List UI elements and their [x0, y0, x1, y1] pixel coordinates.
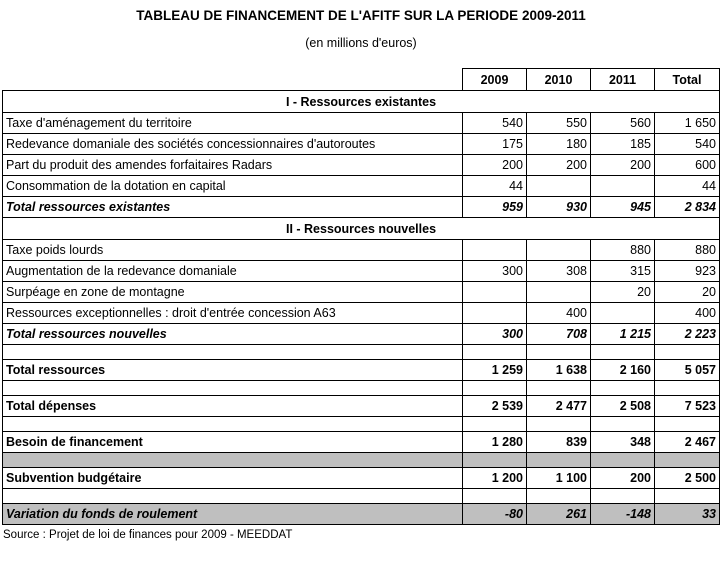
cell-2009: 300 — [463, 324, 527, 345]
row-label: Subvention budgétaire — [3, 468, 463, 489]
cell-2009 — [463, 381, 527, 396]
row-label: Variation du fonds de roulement — [3, 504, 463, 525]
cell-2011 — [591, 453, 655, 468]
cell-2011: 200 — [591, 468, 655, 489]
table-row — [3, 155, 720, 176]
cell-2010 — [527, 282, 591, 303]
financing-table — [2, 68, 720, 525]
cell-2009: 44 — [463, 176, 527, 197]
cell-Total: 880 — [655, 240, 720, 261]
cell-2010: 2 477 — [527, 396, 591, 417]
row-label: Consommation de la dotation en capital — [3, 176, 463, 197]
row-label: Total ressources — [3, 360, 463, 381]
row-label: Ressources exceptionnelles : droit d'entrée concession A63 — [3, 303, 463, 324]
table-row — [3, 453, 720, 468]
row-label: Total ressources existantes — [3, 197, 463, 218]
page-subtitle: (en millions d'euros) — [305, 36, 417, 50]
row-label — [3, 381, 463, 396]
cell-2011: 1 215 — [591, 324, 655, 345]
cell-2009 — [463, 345, 527, 360]
cell-2010 — [527, 176, 591, 197]
cell-2009: 175 — [463, 134, 527, 155]
row-label: Part du produit des amendes forfaitaires Radars — [3, 155, 463, 176]
row-label — [3, 417, 463, 432]
cell-Total: 2 834 — [655, 197, 720, 218]
page-title: TABLEAU DE FINANCEMENT DE L'AFITF SUR LA PERIODE 2009-2011 — [136, 8, 586, 23]
row-label: Augmentation de la redevance domaniale — [3, 261, 463, 282]
cell-2011: 560 — [591, 113, 655, 134]
cell-2010 — [527, 417, 591, 432]
cell-Total: 923 — [655, 261, 720, 282]
table-row — [3, 345, 720, 360]
table-row — [3, 360, 720, 381]
cell-2010: 400 — [527, 303, 591, 324]
cell-2010 — [527, 240, 591, 261]
cell-Total: 2 500 — [655, 468, 720, 489]
row-label — [3, 489, 463, 504]
table-row — [3, 396, 720, 417]
header-cell-blank — [3, 69, 463, 91]
cell-Total: 540 — [655, 134, 720, 155]
cell-2010: 839 — [527, 432, 591, 453]
cell-2010 — [527, 381, 591, 396]
cell-Total: 2 467 — [655, 432, 720, 453]
column-header-2009: 2009 — [463, 69, 527, 91]
cell-Total — [655, 345, 720, 360]
cell-2009: -80 — [463, 504, 527, 525]
table-row — [3, 303, 720, 324]
cell-Total: 20 — [655, 282, 720, 303]
table-row — [3, 176, 720, 197]
cell-2011 — [591, 417, 655, 432]
source-note: Source : Projet de loi de finances pour 2009 - MEEDDAT — [3, 529, 293, 541]
table-row — [3, 468, 720, 489]
row-label — [3, 453, 463, 468]
cell-2010: 708 — [527, 324, 591, 345]
cell-2010: 180 — [527, 134, 591, 155]
cell-2009: 1 280 — [463, 432, 527, 453]
table-row — [3, 504, 720, 525]
row-label: Total dépenses — [3, 396, 463, 417]
table-row — [3, 432, 720, 453]
table-row — [3, 381, 720, 396]
table-row — [3, 113, 720, 134]
cell-2009: 1 259 — [463, 360, 527, 381]
cell-Total: 5 057 — [655, 360, 720, 381]
cell-2010 — [527, 453, 591, 468]
cell-2009: 200 — [463, 155, 527, 176]
section-heading: I - Ressources existantes — [3, 91, 720, 113]
column-header-2010: 2010 — [527, 69, 591, 91]
cell-2011: 185 — [591, 134, 655, 155]
table-header-row — [3, 69, 720, 91]
cell-Total: 2 223 — [655, 324, 720, 345]
column-header-Total: Total — [655, 69, 720, 91]
cell-2009: 959 — [463, 197, 527, 218]
cell-Total: 1 650 — [655, 113, 720, 134]
table-row — [3, 324, 720, 345]
cell-2009 — [463, 453, 527, 468]
cell-2011: 20 — [591, 282, 655, 303]
cell-2009: 300 — [463, 261, 527, 282]
table-row — [3, 489, 720, 504]
cell-2009 — [463, 489, 527, 504]
cell-2010: 550 — [527, 113, 591, 134]
cell-2011 — [591, 176, 655, 197]
cell-2010: 261 — [527, 504, 591, 525]
cell-2009 — [463, 240, 527, 261]
table-row — [3, 261, 720, 282]
table-row — [3, 134, 720, 155]
row-label: Redevance domaniale des sociétés concessionnaires d'autoroutes — [3, 134, 463, 155]
table-row — [3, 197, 720, 218]
cell-Total — [655, 489, 720, 504]
cell-2011 — [591, 489, 655, 504]
cell-Total: 7 523 — [655, 396, 720, 417]
row-label — [3, 345, 463, 360]
section-heading: II - Ressources nouvelles — [3, 218, 720, 240]
cell-2011: 945 — [591, 197, 655, 218]
cell-Total: 600 — [655, 155, 720, 176]
cell-2010: 1 100 — [527, 468, 591, 489]
cell-2009: 2 539 — [463, 396, 527, 417]
cell-2010 — [527, 345, 591, 360]
row-label: Taxe poids lourds — [3, 240, 463, 261]
cell-Total: 33 — [655, 504, 720, 525]
cell-2011: 2 508 — [591, 396, 655, 417]
table-row — [3, 240, 720, 261]
cell-2009 — [463, 282, 527, 303]
cell-2010 — [527, 489, 591, 504]
cell-Total — [655, 381, 720, 396]
table-row — [3, 218, 720, 240]
cell-2011 — [591, 381, 655, 396]
cell-2011: -148 — [591, 504, 655, 525]
cell-2010: 930 — [527, 197, 591, 218]
cell-Total — [655, 453, 720, 468]
cell-2009 — [463, 417, 527, 432]
table-row — [3, 91, 720, 113]
cell-2011: 348 — [591, 432, 655, 453]
table-row — [3, 417, 720, 432]
row-label: Besoin de financement — [3, 432, 463, 453]
table-body — [3, 69, 720, 525]
cell-Total — [655, 417, 720, 432]
cell-2009 — [463, 303, 527, 324]
cell-2010: 200 — [527, 155, 591, 176]
table-row — [3, 282, 720, 303]
row-label: Surpéage en zone de montagne — [3, 282, 463, 303]
cell-2010: 308 — [527, 261, 591, 282]
row-label: Taxe d'aménagement du territoire — [3, 113, 463, 134]
cell-2011: 880 — [591, 240, 655, 261]
cell-2011 — [591, 303, 655, 324]
row-label: Total ressources nouvelles — [3, 324, 463, 345]
column-header-2011: 2011 — [591, 69, 655, 91]
cell-Total: 44 — [655, 176, 720, 197]
cell-2011: 200 — [591, 155, 655, 176]
cell-2009: 1 200 — [463, 468, 527, 489]
cell-2010: 1 638 — [527, 360, 591, 381]
cell-2011: 2 160 — [591, 360, 655, 381]
cell-2009: 540 — [463, 113, 527, 134]
cell-2011 — [591, 345, 655, 360]
cell-Total: 400 — [655, 303, 720, 324]
cell-2011: 315 — [591, 261, 655, 282]
